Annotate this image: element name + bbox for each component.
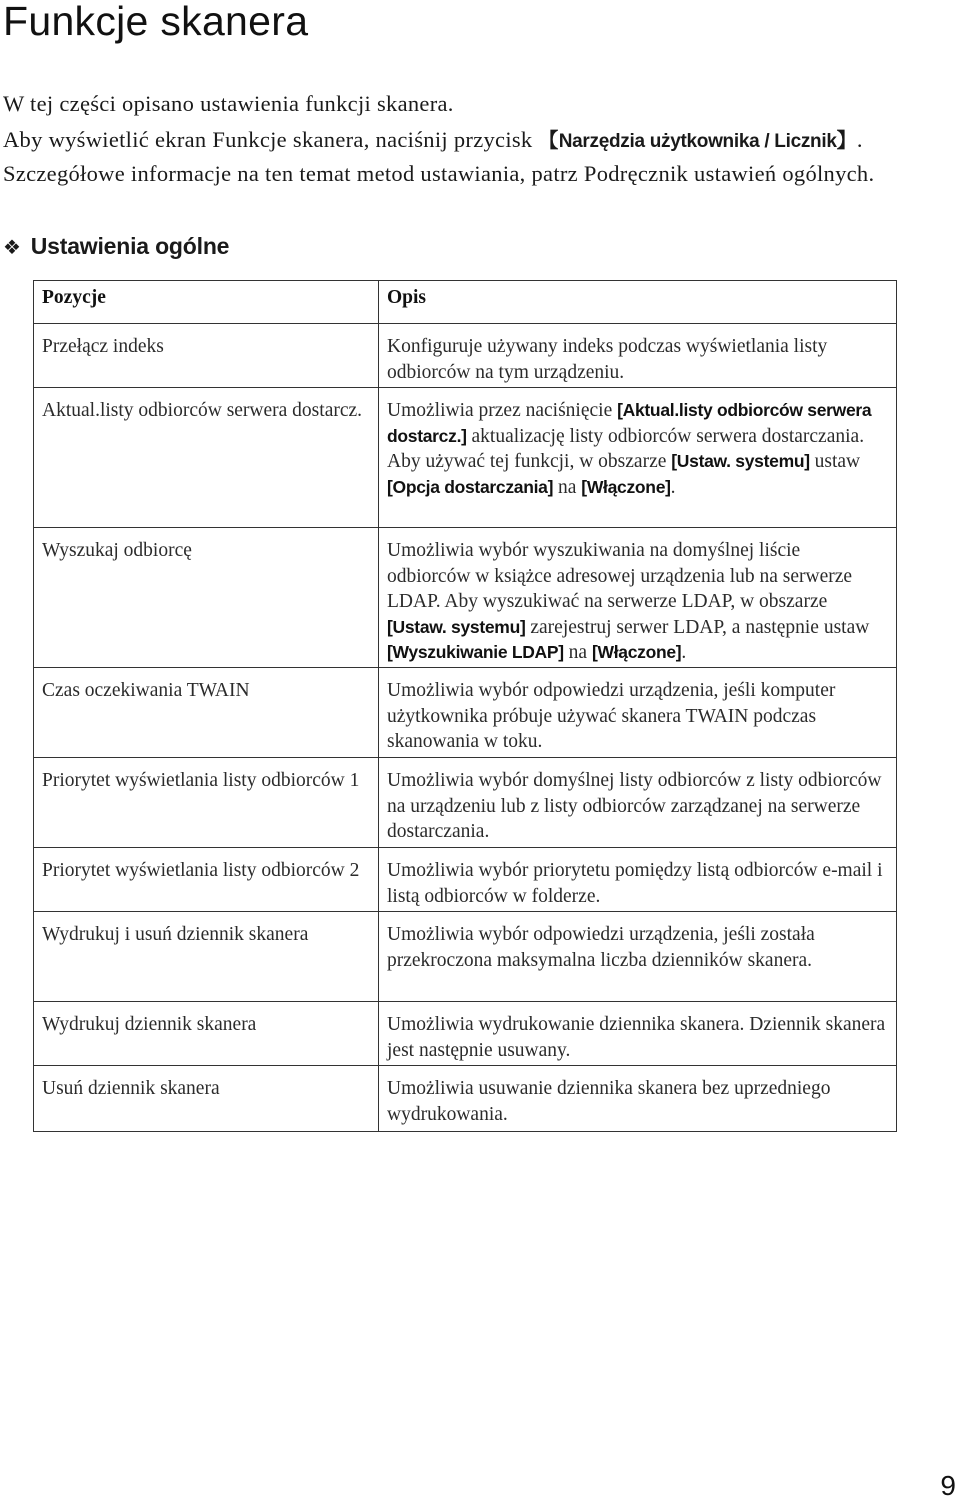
item-cell: Czas oczekiwania TWAIN <box>34 668 379 758</box>
table-row <box>34 668 897 758</box>
description-text: ustaw <box>809 451 861 473</box>
table-row <box>34 1066 897 1132</box>
table-row <box>34 528 897 668</box>
key-label: [Wyszukiwanie LDAP] <box>387 642 564 663</box>
table-row <box>34 848 897 912</box>
key-label: [Ustaw. systemu] <box>387 616 526 637</box>
item-cell: Priorytet wyświetlania listy odbiorców 1 <box>34 758 379 848</box>
description-cell: Konfiguruje używany indeks podczas wyświetlania listy odbiorców na tym urządzeniu. <box>379 324 897 388</box>
key-label: [Aktual.listy odbiorców serwera dostarcz.] <box>387 400 872 446</box>
intro-text-before: Aby wyświetlić ekran Funkcje skanera, naciśnij przycisk <box>3 127 539 152</box>
table-row <box>34 1002 897 1066</box>
description-text: . <box>670 476 676 498</box>
description-text: Umożliwia przez naciśnięcie <box>387 400 618 421</box>
key-label: [Ustaw. systemu] <box>671 451 810 472</box>
table-header-row <box>34 281 897 324</box>
description-text: zarejestruj serwer LDAP, a następnie ustaw <box>525 616 870 638</box>
section-heading <box>3 233 229 260</box>
item-cell: Usuń dziennik skanera <box>34 1066 379 1132</box>
user-tools-key-label: Narzędzia użytkownika / Licznik <box>558 131 837 152</box>
description-cell: Umożliwia wybór priorytetu pomiędzy listą odbiorców e-mail i listą odbiorców w folderze. <box>379 848 897 912</box>
table-row <box>34 324 897 388</box>
key-label: [Opcja dostarczania] <box>387 476 554 497</box>
description-text: na <box>553 476 582 498</box>
table-row <box>34 758 897 848</box>
key-label: [Włączone] <box>591 642 682 663</box>
description-cell: Umożliwia wydrukowanie dziennika skanera. Dziennik skanera jest następnie usuwany. <box>379 1002 897 1066</box>
description-text: Umożliwia wybór wyszukiwania na domyślnej liście odbiorców w książce adresowej urządzenia lub na serwerze LDAP. Aby wyszukiwać na serwerze LDAP, w obszarze <box>387 540 853 613</box>
table-row <box>34 912 897 1002</box>
description-text: aktualizację listy odbiorców serwera dostarczania. Aby używać tej funkcji, w obszarze <box>387 425 865 473</box>
description-cell <box>379 388 897 528</box>
description-cell: Umożliwia wybór odpowiedzi urządzenia, jeśli została przekroczona maksymalna liczba dzienników skanera. <box>379 912 897 1002</box>
item-cell: Wyszukaj odbiorcę <box>34 528 379 668</box>
intro-text-after: . Szczegółowe informacje na ten temat metod ustawiania, patrz Podręcznik ustawień ogólnych. <box>3 127 875 186</box>
item-cell: Przełącz indeks <box>34 324 379 388</box>
column-header-description: Opis <box>379 281 897 324</box>
item-cell: Wydrukuj dziennik skanera <box>34 1002 379 1066</box>
description-text: na <box>563 642 592 664</box>
description-cell: Umożliwia wybór odpowiedzi urządzenia, jeśli komputer użytkownika próbuje używać skanera TWAIN podczas skanowania w toku. <box>379 668 897 758</box>
key-bracket-open: 【 <box>538 128 559 152</box>
settings-table <box>33 280 897 1132</box>
diamond-bullet-icon: ❖ <box>3 234 21 259</box>
intro-paragraph-1: W tej części opisano ustawienia funkcji skanera. <box>3 91 454 116</box>
description-text: . <box>681 642 687 664</box>
description-cell <box>379 528 897 668</box>
item-cell: Aktual.listy odbiorców serwera dostarcz. <box>34 388 379 528</box>
item-cell: Priorytet wyświetlania listy odbiorców 2 <box>34 848 379 912</box>
section-heading-text: Ustawienia ogólne <box>30 233 230 259</box>
key-label: [Włączone] <box>581 476 671 497</box>
table-row <box>34 388 897 528</box>
page-title: Funkcje skanera <box>3 0 309 44</box>
description-cell: Umożliwia usuwanie dziennika skanera bez uprzedniego wydrukowania. <box>379 1066 897 1132</box>
intro-paragraph-2 <box>3 124 903 190</box>
key-bracket-close: 】 <box>836 128 857 152</box>
item-cell: Wydrukuj i usuń dziennik skanera <box>34 912 379 1002</box>
page-number: 9 <box>940 1470 956 1501</box>
description-cell: Umożliwia wybór domyślnej listy odbiorców z listy odbiorców na urządzeniu lub z listy odbiorców zarządzanej na serwerze dostarczania. <box>379 758 897 848</box>
column-header-item: Pozycje <box>34 281 379 324</box>
intro-text <box>3 88 903 190</box>
